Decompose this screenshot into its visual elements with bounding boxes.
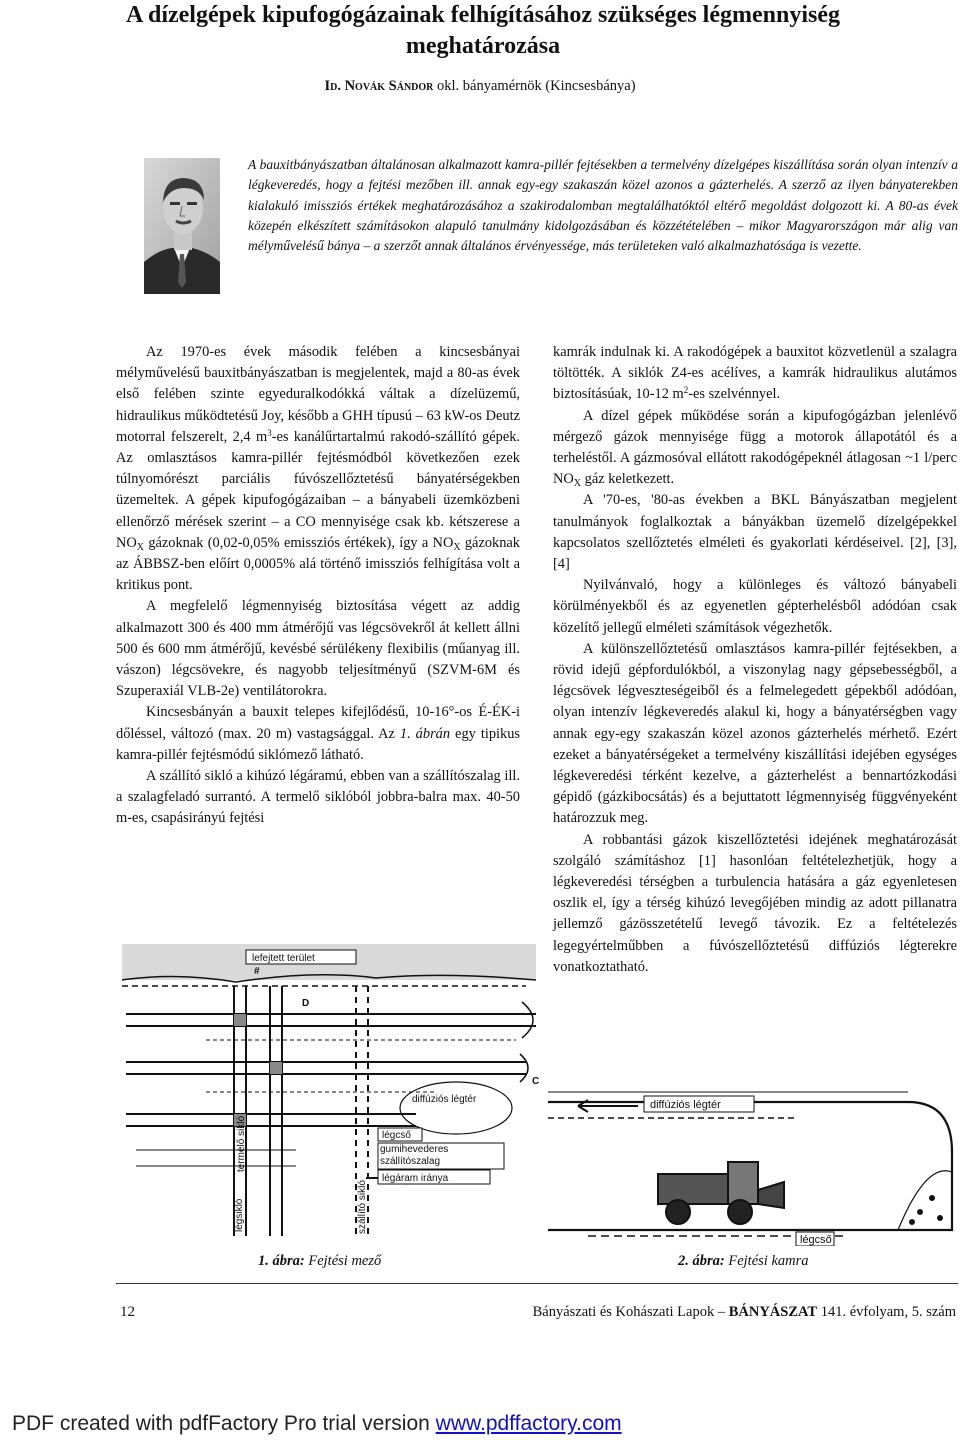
label-air-pipe: légcső	[800, 1234, 832, 1246]
footer-rule	[116, 1283, 958, 1284]
paragraph: A különszellőztetésű omlasztásos kamra-pillér fejtésekben, a rövid idejű gépfordulókból, a viszonylag nagy gépsebességből, a légcsövek légveszteségeiből és a felmelegedett gépekből adódóan, olyan intenzív légkeveredés alakul ki, hogy a bányatérségben vagy annak egy-egy szakaszán közel azonos gázterhelés mérhető. Ezért ezeket a bányatérségeket a termelvény kiszállítási idejében egységes légkeveredési térként kezelve, a gázterhelést a bennartózkodási gépidő (gázkibocsátás) és a bejuttatott légmennyiség függvényeként határozzuk meg.	[553, 640, 957, 827]
pdf-watermark	[12, 1412, 622, 1436]
text-run: Kincsesbányán a bauxit telepes kifejlődésű, 10-16°-os É-ÉK-i dőléssel, változó (max. 20 m) vastagsággal. Az	[116, 704, 520, 742]
abstract-part-3: A 80-as évek közepén elkészített számításokon alapuló tanulmány kidolgozásában és közzétételében – mikor Magyarországon már alig van mélyművelésű bánya – a szerzőt annak általános érvényessége, más területeken való alkalmazhatósága is vezette.	[248, 197, 958, 254]
label-diffusion-air: diffúziós légtér	[650, 1099, 721, 1111]
caption-label: 2. ábra:	[678, 1253, 725, 1269]
page-number: 12	[120, 1304, 135, 1320]
text-run: egy tipikus kamra-pillér fejtésmódú siklómező látható.	[116, 725, 520, 763]
author-line	[100, 78, 860, 95]
body-column-right	[553, 342, 957, 978]
paragraph: A szállító sikló a kihúzó légáramú, ebben van a szállítószalag ill. a szalagfeladó surrantó. A termelő siklóból jobbra-balra max. 40-50 m-es, csapásirányú fejtési	[116, 768, 520, 827]
pdf-note-text: PDF created with pdfFactory Pro trial version	[12, 1412, 436, 1435]
text-run: Az 1970-es évek második felében a kincsesbányai mélyművelésű bauxitbányászatban is megjelentek, majd a 80-as évek első felében szinte egyeduralkodókká váltak a dízelüzemű, hidraulikus működtetésű Joy, később a GHH típusú – 63 kW-os Deutz motorral felszerelt, 2,4 m	[116, 344, 520, 445]
superscript: 3	[267, 427, 272, 438]
label-air-pipe: légcső	[382, 1130, 411, 1141]
paragraph: A megfelelő légmennyiség biztosítása végett az addig alkalmazott 300 és 400 mm átmérőjű vas légcsövekről át kellett állni 500 és 600 mm átmérőjű, kevésbé sérülékeny flexibilis (műanyag ill. vászon) légcsövekre, és nagyobb teljesítményű (SZVM-6M és Szuperaxiál VLB-2e) ventilátorokra.	[116, 598, 520, 700]
paragraph: A robbantási gázok kiszellőztetési idejének meghatározását szolgáló számításhoz [1] hasonlóan feltételezhetjük, hogy a légkeveredési térségben a turbulencia hatására a gáz egyenletesen oszlik el, így a térség kihúzó levegőjében mindig az adott pillanatra jellemző gázösszetételű levegő távozik. Ez a feltételezés legegyértelműbben a fúvószellőztetésű diffúziós légterekre vonatkoztatható.	[553, 831, 957, 975]
label-transport-incline: szállító sikló	[357, 1180, 368, 1234]
paragraph	[553, 406, 957, 491]
body-column-left	[116, 342, 520, 830]
journal-prefix: Bányászati és Kohászati Lapok –	[532, 1304, 729, 1320]
superscript: 2	[683, 385, 689, 396]
label-mined-area: lefejtett terület	[252, 953, 315, 964]
abstract-part-1: A bauxitbányászatban általánosan alkalmazott kamra-pillér fejtésekben a termelvény dízelgépes kiszállítása során olyan intenzív a légkeveredés, hogy a fejtési mezőben ill. annak egy-egy szakaszán közel azonos a gázterhelés.	[248, 157, 958, 193]
paragraph	[553, 342, 957, 406]
text-run: gázoknak (0,02-0,05% emissziós értékek), így a NO	[144, 534, 454, 551]
journal-issue: 141. évfolyam, 5. szám	[817, 1304, 956, 1320]
figure-2	[548, 1062, 958, 1246]
figure-1	[116, 942, 540, 1236]
text-run: gázoknak az ÁBBSZ-ben előírt 0,0005% alá történő imissziós felhígítása volt a kritikus pont.	[116, 534, 520, 594]
author-name: Id. Novák Sándor	[324, 78, 434, 94]
journal-footer	[533, 1304, 956, 1321]
figure-1-caption	[258, 1253, 381, 1270]
journal-name: BÁNYÁSZAT	[728, 1304, 818, 1320]
label-diffusion-air: diffúziós légtér	[412, 1094, 477, 1105]
subscript: X	[573, 478, 582, 490]
figure-1-drawing	[122, 944, 536, 1236]
label-chamber-d: D	[302, 998, 310, 1009]
figure-2-caption	[678, 1253, 809, 1270]
paragraph	[116, 342, 520, 596]
author-role: okl. bányamérnök (Kincsesbánya)	[437, 78, 636, 94]
subscript: X	[136, 541, 145, 553]
subscript: X	[453, 541, 461, 553]
paragraph: Nyilvánvaló, hogy a különleges és változó bányabeli körülményekből és az egyenetlen gépterhelésből adódóan csak közelítő jellegű elméleti számítások végezhetők.	[553, 577, 957, 636]
paragraph: A '70-es, '80-as években a BKL Bányászatban megjelent tanulmányok foglalkoztak a bányákban üzemelő dízelgépekkel kapcsolatos szellőztetés elméleti és gyakorlati kérdéseivel. [2], [3], [4]	[553, 492, 957, 573]
label-hash: #	[254, 966, 260, 977]
paragraph	[116, 702, 520, 766]
article-title: A dízelgépek kipufogógázainak felhígításához szükséges légmennyiség meghatározása	[125, 2, 841, 59]
abstract	[248, 155, 958, 256]
text-run: A dízel gépek működése során a kipufogógázban jelenlévő mérgező gázok mennyisége függ a motorok állapotától és a terheléstől. A gázmosóval ellátott rakodógépeknél átlagosan ~1 l/perc NO	[553, 407, 957, 488]
label-production-incline: termelő sikló	[236, 1115, 247, 1172]
text-run: -es kanálűrtartalmú rakodó-szállító gépek. Az omlasztásos kamra-pillér fejtésmódból következően ezek túlnyomórészt parciális fúvószellőztetésű bányatérségekben üzemeltek. A gépek kipufogógázaiban – a bányabeli üzemközbeni ellenőrző mérések szerint – a CO mennyisége csak kb. kétszerese a NO	[116, 428, 520, 551]
abstract-part-2: A szerző az ilyen bányaterekben kialakuló imissziós értékek meghatározásához a szakirodalomban megtalálhatóktól eltérő megoldást dolgozott ki.	[248, 177, 958, 213]
label-air-incline: légsikló	[234, 1198, 245, 1232]
caption-label: 1. ábra:	[258, 1253, 305, 1269]
label-airflow-direction: légáram iránya	[382, 1173, 449, 1184]
label-chamber-c: C	[532, 1076, 540, 1087]
text-run: -es szelvénnyel.	[688, 386, 781, 403]
label-belt: gumihevederes szállítószalag	[380, 1144, 449, 1167]
text-run: gáz keletkezett.	[581, 471, 675, 488]
author-photo	[144, 158, 220, 294]
caption-text: Fejtési mező	[308, 1253, 382, 1269]
pdf-note-link[interactable]: www.pdffactory.com	[435, 1412, 622, 1435]
figure-reference: 1. ábrán	[399, 725, 451, 742]
caption-text: Fejtési kamra	[728, 1253, 809, 1269]
figure-2-drawing	[548, 1092, 952, 1236]
text-run: kamrák indulnak ki. A rakodógépek a bauxitot közvetlenül a szalagra töltötték. A siklók Z4-es acélíves, a kamrák hidraulikus alutámos biztosításúak, 10-12 m	[553, 344, 957, 403]
